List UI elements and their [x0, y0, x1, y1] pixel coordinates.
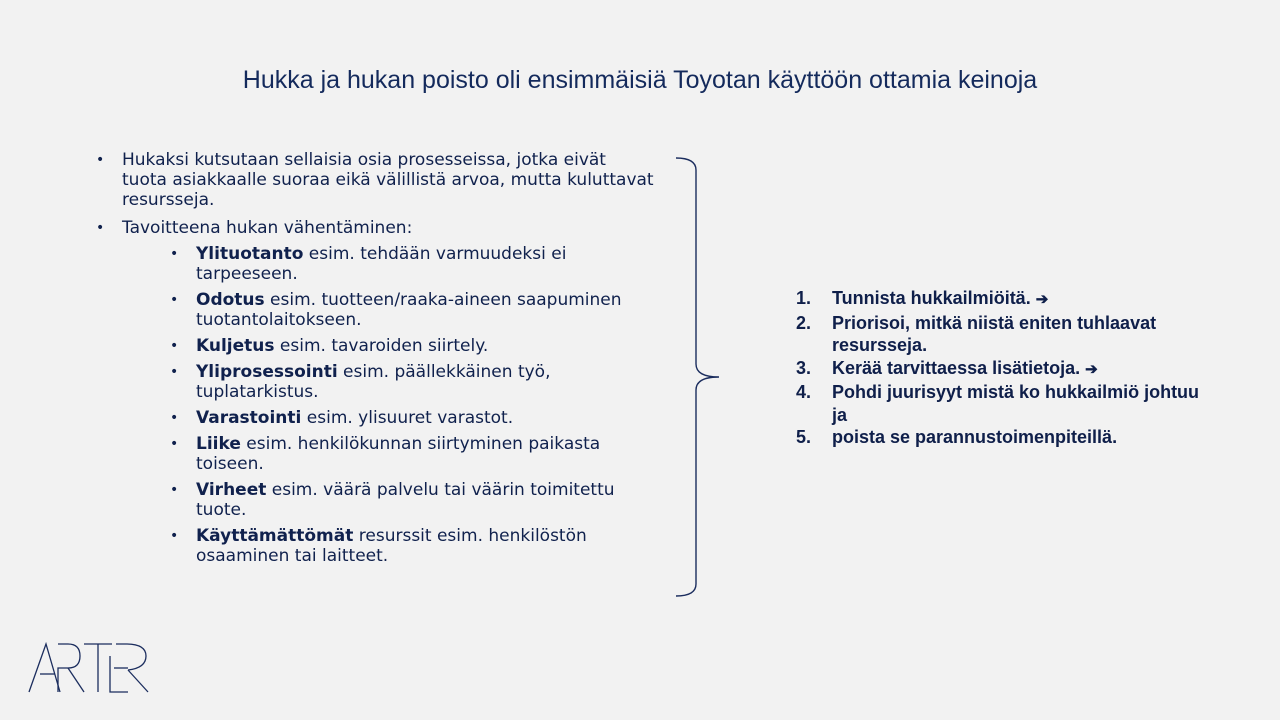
waste-desc: esim. tuotteen/raaka-aineen saapuminen tuotantolaitokseen. [196, 290, 622, 330]
bullet-dot: • [170, 410, 179, 426]
bullet-item [96, 150, 656, 210]
bullet-dot: • [96, 152, 105, 168]
step-text: Priorisoi, mitkä niistä eniten tuhlaavat resursseja. [832, 312, 1157, 355]
arrow-right-icon: ➔ [1085, 360, 1098, 378]
bullet-dot: • [170, 482, 179, 498]
waste-term: Varastointi [196, 408, 302, 428]
waste-desc: esim. väärä palvelu tai väärin toimitettu tuote. [196, 480, 615, 520]
waste-item [122, 434, 656, 474]
bullet-dot: • [96, 220, 105, 236]
waste-term: Ylituotanto [196, 244, 304, 264]
waste-term: Odotus [196, 290, 265, 310]
arrow-right-icon: ➔ [1035, 291, 1049, 308]
waste-desc: esim. ylisuuret varastot. [301, 408, 514, 428]
waste-desc: esim. tehdään varmuudeksi ei tarpeeseen. [196, 244, 567, 284]
step-number: 1. [796, 288, 812, 308]
waste-desc: esim. tavaroiden siirtely. [274, 336, 489, 356]
step-number: 3. [796, 357, 812, 378]
waste-term: Yliprosessointi [196, 362, 338, 382]
content-list [96, 150, 656, 574]
waste-item [122, 336, 656, 356]
step-text: Kerää tarvittaessa lisätietoja. [832, 357, 1081, 378]
waste-desc: esim. henkilökunnan siirtyminen paikasta toiseen. [196, 434, 601, 474]
step-item [796, 287, 1216, 312]
bullet-dot: • [170, 338, 179, 354]
step-number: 5. [796, 427, 812, 447]
waste-desc: esim. päällekkäinen työ, tuplatarkistus. [196, 362, 551, 402]
waste-term: Virheet [196, 480, 267, 500]
waste-item [122, 408, 656, 428]
steps-list [796, 287, 1216, 449]
bullet-text: Hukaksi kutsutaan sellaisia osia prosesseissa, jotka eivät tuota asiakkaalle suoraa eikä välillistä arvoa, mutta kuluttavat resursseja. [122, 150, 654, 210]
arter-logo [28, 642, 150, 694]
waste-desc: resurssit esim. henkilöstön osaaminen tai laitteet. [196, 526, 587, 566]
page-title: Hukka ja hukan poisto oli ensimmäisiä Toyotan käyttöön ottamia keinoja [242, 66, 1038, 94]
waste-item [122, 526, 656, 566]
step-item [796, 381, 1216, 426]
waste-term: Kuljetus [196, 336, 275, 356]
waste-types-list [122, 244, 656, 566]
step-text: poista se parannustoimenpiteillä. [832, 427, 1118, 447]
waste-term: Liike [196, 434, 241, 454]
bullet-dot: • [170, 364, 179, 380]
waste-item [122, 244, 656, 284]
waste-item [122, 362, 656, 402]
bullet-dot: • [170, 436, 179, 452]
step-item [796, 312, 1216, 357]
curly-brace [670, 156, 730, 602]
step-text: Pohdi juurisyyt mistä ko hukkailmiö johtuu ja [832, 382, 1200, 425]
step-number: 2. [796, 312, 812, 333]
step-text: Tunnista hukkailmiöitä. [832, 288, 1031, 308]
waste-item [122, 290, 656, 330]
step-number: 4. [796, 382, 812, 402]
bullet-dot: • [170, 528, 179, 544]
bullet-text: Tavoitteena hukan vähentäminen: [122, 218, 413, 238]
bullet-item [96, 218, 656, 566]
step-item [796, 357, 1216, 382]
waste-term: Käyttämättömät [196, 526, 354, 546]
step-item [796, 426, 1216, 449]
bullet-dot: • [170, 246, 179, 262]
bullet-dot: • [170, 292, 179, 308]
waste-item [122, 480, 656, 520]
